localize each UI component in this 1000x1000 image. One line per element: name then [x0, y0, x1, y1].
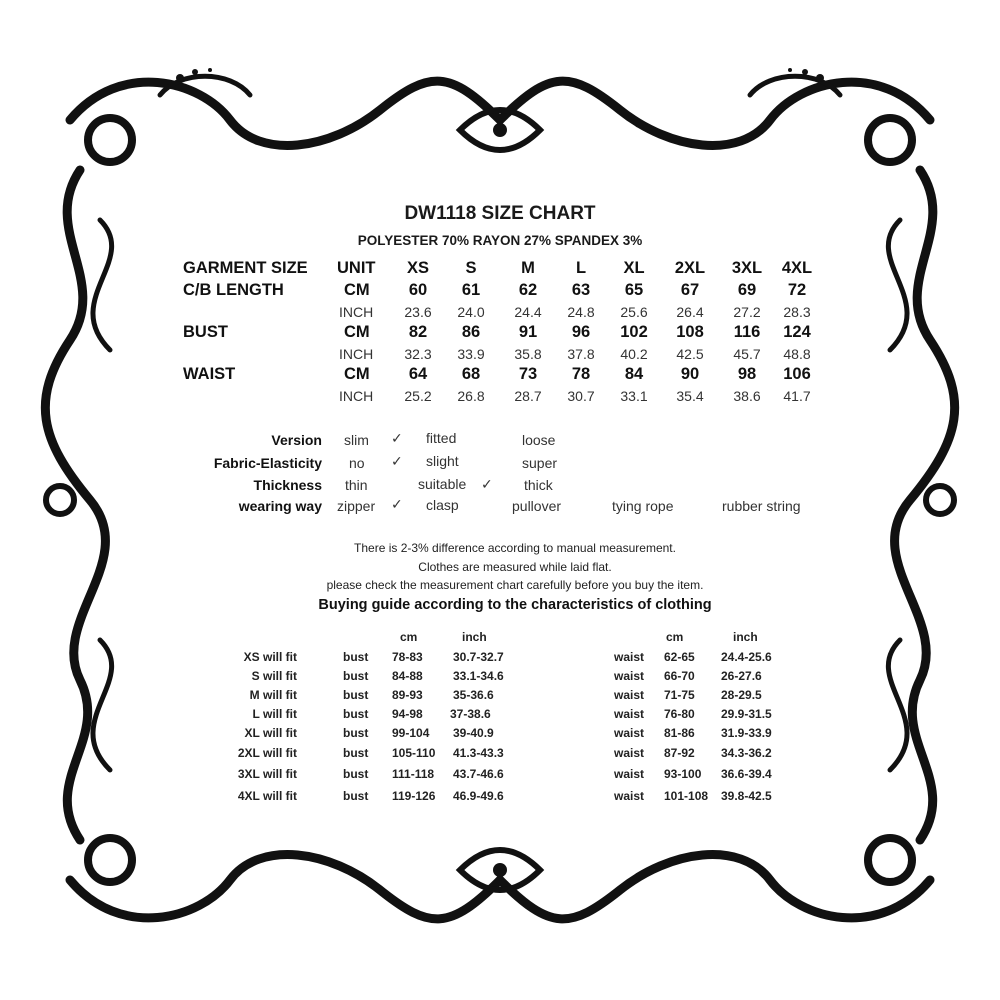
cell: 35.8	[514, 346, 542, 362]
waist-inch: 29.9-31.5	[721, 707, 772, 721]
waist-label: waist	[614, 688, 645, 702]
cell: 116	[733, 323, 761, 341]
measure-label-waist: WAIST	[183, 365, 236, 383]
cell: 61	[461, 281, 481, 299]
bust-label: bust	[343, 746, 369, 760]
cell: 106	[783, 365, 811, 383]
waist-cm: 87-92	[664, 746, 695, 760]
option-zipper: zipper	[337, 498, 376, 514]
bust-inch: 30.7-32.7	[453, 650, 504, 664]
check-mark-icon: ✓	[391, 430, 403, 446]
cell: 33.1	[620, 388, 648, 404]
waist-cm: 62-65	[664, 650, 695, 664]
cell: 82	[408, 323, 428, 341]
size-header-xl: XL	[623, 259, 645, 277]
cell: 78	[571, 365, 591, 383]
fit-label: 4XL will fit	[237, 789, 297, 803]
bust-label: bust	[343, 789, 369, 803]
cell: 69	[737, 281, 757, 299]
note-measurement-difference: There is 2-3% difference according to manual measurement.	[354, 541, 676, 555]
cell: 73	[518, 365, 538, 383]
cell: 60	[408, 281, 428, 299]
unit-cm: CM	[344, 323, 370, 341]
cell: 67	[680, 281, 700, 299]
cell: 32.3	[404, 346, 432, 362]
option-thick: thick	[524, 477, 553, 493]
cell: 124	[783, 323, 811, 341]
waist-cm: 81-86	[664, 726, 695, 740]
cell: 72	[787, 281, 807, 299]
bust-cm: 111-118	[392, 767, 435, 781]
chart-title: DW1118 SIZE CHART	[404, 203, 596, 224]
cell: 91	[518, 323, 538, 341]
cell: 37.8	[567, 346, 595, 362]
cell: 63	[571, 281, 591, 299]
bust-cm: 99-104	[392, 726, 430, 740]
waist-label: waist	[614, 767, 645, 781]
size-header-s: S	[465, 259, 477, 277]
cell: 24.8	[567, 304, 595, 320]
fit-label: XL will fit	[244, 726, 297, 740]
unit-header: UNIT	[337, 259, 376, 277]
option-slight: slight	[426, 453, 459, 469]
waist-inch: 36.6-39.4	[721, 767, 772, 781]
garment-size-header: GARMENT SIZE	[183, 259, 308, 277]
cell: 86	[461, 323, 481, 341]
unit-inch: INCH	[339, 304, 374, 320]
waist-label: waist	[614, 726, 645, 740]
option-slim: slim	[344, 432, 369, 448]
size-header-m: M	[521, 259, 535, 277]
bust-label: bust	[343, 767, 369, 781]
bust-label: bust	[343, 726, 369, 740]
bust-inch: 33.1-34.6	[453, 669, 504, 683]
bust-label: bust	[343, 707, 369, 721]
bust-inch: 39-40.9	[453, 726, 494, 740]
waist-cm: 66-70	[664, 669, 695, 683]
unit-cm: CM	[344, 365, 370, 383]
bust-label: bust	[343, 650, 369, 664]
cell: 108	[676, 323, 704, 341]
waist-inch: 26-27.6	[721, 669, 762, 683]
size-header-4xl: 4XL	[781, 259, 813, 277]
cell: 68	[461, 365, 481, 383]
note-laid-flat: Clothes are measured while laid flat.	[418, 560, 612, 574]
cell: 24.0	[457, 304, 485, 320]
waist-label: waist	[614, 669, 645, 683]
cell: 48.8	[783, 346, 811, 362]
cell: 96	[571, 323, 591, 341]
cell: 45.7	[733, 346, 761, 362]
fit-label: L will fit	[252, 707, 297, 721]
bust-label: bust	[343, 669, 369, 683]
option-loose: loose	[522, 432, 556, 448]
size-header-xs: XS	[406, 259, 429, 277]
bust-cm: 84-88	[392, 669, 423, 683]
waist-label: waist	[614, 789, 645, 803]
bust-cm: 119-126	[392, 789, 436, 803]
waist-cm: 76-80	[664, 707, 695, 721]
option-super: super	[522, 455, 558, 471]
cell: 33.9	[457, 346, 485, 362]
bust-cm: 105-110	[392, 746, 436, 760]
bust-inch: 37-38.6	[450, 707, 491, 721]
cell: 26.8	[457, 388, 485, 404]
cell: 27.2	[733, 304, 761, 320]
measure-label-cb-length: C/B LENGTH	[183, 281, 284, 299]
cell: 26.4	[676, 304, 704, 320]
option-fitted: fitted	[426, 430, 457, 446]
size-header-l: L	[575, 259, 587, 277]
cell: 28.7	[514, 388, 542, 404]
cell: 40.2	[620, 346, 648, 362]
waist-inch: 28-29.5	[721, 688, 762, 702]
waist-cm: 93-100	[664, 767, 702, 781]
bust-inch: 41.3-43.3	[453, 746, 504, 760]
bust-cm: 78-83	[392, 650, 423, 664]
unit-inch: INCH	[339, 346, 374, 362]
waist-inch: 24.4-25.6	[721, 650, 772, 664]
cell: 62	[518, 281, 538, 299]
bust-cm: 89-93	[392, 688, 423, 702]
cell: 38.6	[733, 388, 761, 404]
check-mark-icon: ✓	[391, 453, 403, 469]
cell: 65	[624, 281, 644, 299]
unit-cm: CM	[344, 281, 370, 299]
bust-inch-header: inch	[462, 630, 487, 644]
check-mark-icon: ✓	[391, 496, 403, 512]
bust-inch: 35-36.6	[453, 688, 494, 702]
waist-label: waist	[614, 746, 645, 760]
material-composition: POLYESTER 70% RAYON 27% SPANDEX 3%	[357, 233, 643, 248]
option-suitable: suitable	[418, 476, 467, 492]
waist-cm: 101-108	[664, 789, 709, 803]
cell: 25.2	[404, 388, 432, 404]
cell: 23.6	[404, 304, 432, 320]
check-mark-icon: ✓	[481, 476, 493, 492]
waist-inch: 31.9-33.9	[721, 726, 772, 740]
waist-inch: 34.3-36.2	[721, 746, 772, 760]
cell: 30.7	[567, 388, 595, 404]
size-header-3xl: 3XL	[731, 259, 763, 277]
fit-label: XS will fit	[243, 650, 297, 664]
fit-label: M will fit	[249, 688, 297, 702]
fit-label: 3XL will fit	[237, 767, 297, 781]
cell: 28.3	[783, 304, 811, 320]
attr-label-version: Version	[271, 432, 322, 448]
waist-inch: 39.8-42.5	[721, 789, 772, 803]
waist-label: waist	[614, 650, 645, 664]
cell: 42.5	[676, 346, 704, 362]
cell: 41.7	[783, 388, 811, 404]
option-thin: thin	[345, 477, 368, 493]
waist-cm-header: cm	[666, 630, 684, 644]
bust-inch: 43.7-46.6	[453, 767, 504, 781]
option-rubber-string: rubber string	[722, 498, 801, 514]
cell: 102	[620, 323, 648, 341]
bust-cm-header: cm	[400, 630, 418, 644]
fit-label: 2XL will fit	[237, 746, 297, 760]
cell: 64	[408, 365, 428, 383]
buying-guide-title: Buying guide according to the characteristics of clothing	[318, 597, 712, 613]
fit-label: S will fit	[251, 669, 297, 683]
cell: 98	[737, 365, 757, 383]
waist-inch-header: inch	[733, 630, 758, 644]
cell: 25.6	[620, 304, 648, 320]
cell: 24.4	[514, 304, 542, 320]
bust-label: bust	[343, 688, 369, 702]
option-tying-rope: tying rope	[612, 498, 674, 514]
option-no: no	[349, 455, 365, 471]
option-pullover: pullover	[512, 498, 562, 514]
cell: 90	[680, 365, 700, 383]
bust-inch: 46.9-49.6	[453, 789, 504, 803]
waist-label: waist	[614, 707, 645, 721]
attr-label-fabric-elasticity: Fabric-Elasticity	[213, 455, 322, 471]
unit-inch: INCH	[339, 388, 374, 404]
attr-label-wearing-way: wearing way	[238, 498, 322, 514]
attr-label-thickness: Thickness	[253, 477, 322, 493]
cell: 35.4	[676, 388, 704, 404]
note-check-chart: please check the measurement chart carefully before you buy the item.	[326, 578, 704, 592]
cell: 84	[624, 365, 644, 383]
waist-cm: 71-75	[664, 688, 695, 702]
size-header-2xl: 2XL	[674, 259, 706, 277]
option-clasp: clasp	[426, 497, 459, 513]
measure-label-bust: BUST	[183, 323, 228, 341]
bust-cm: 94-98	[392, 707, 423, 721]
